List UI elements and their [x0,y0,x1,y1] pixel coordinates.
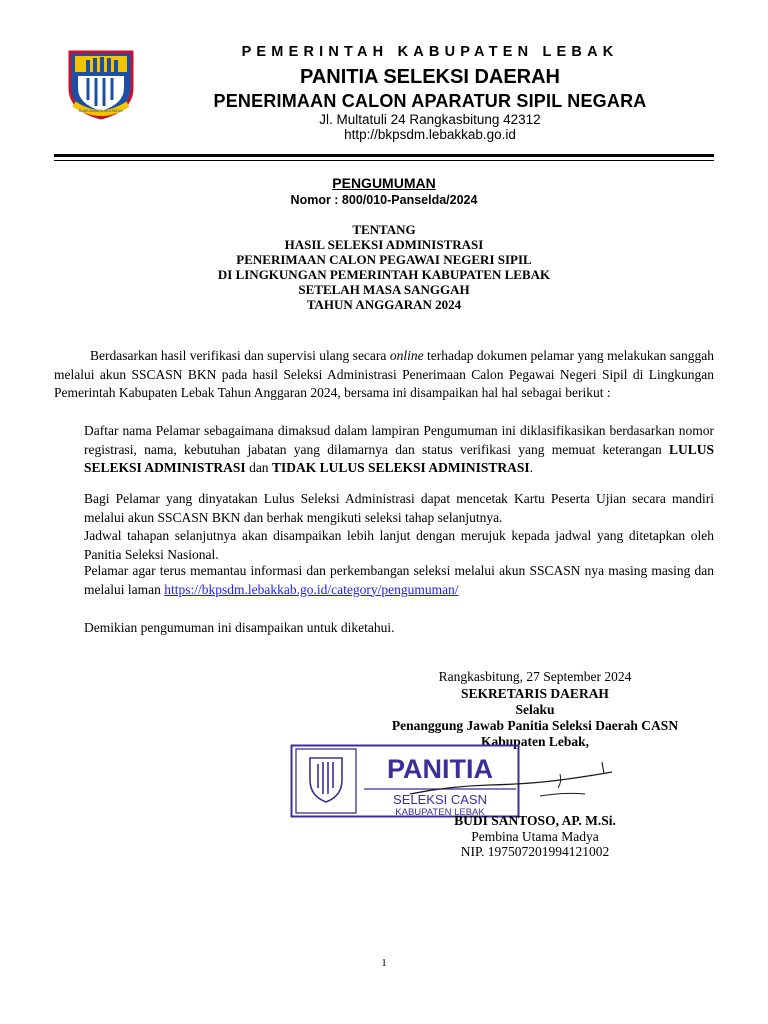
letterhead-address: Jl. Multatuli 24 Rangkasbitung 42312 [319,112,541,127]
logo-motto: BUMI JAWARA MULTATULI [78,109,124,113]
list-item-3: Jadwal tahapan selanjutnya akan disampaikan lebih lanjut dengan merujuk kepada jadwal yang ditetapkan oleh Panitia Seleksi Nasional. [84,528,714,562]
signer-nip: NIP. 197507201994121002 [460,844,610,859]
page-number: 1 [381,957,387,969]
signature-place-date: Rangkasbitung, 27 September 2024 [438,669,632,684]
subject-line-5: TAHUN ANGGARAN 2024 [306,297,462,312]
stamp-subtitle: SELEKSI CASN [393,792,487,807]
signer-rank: Pembina Utama Madya [471,829,599,844]
signer-name: BUDI SANTOSO, AP. M.Si. [454,813,616,828]
announcement-number: Nomor : 800/010-Panselda/2024 [290,193,478,207]
list-item-2: Bagi Pelamar yang dinyatakan Lulus Seleksi Administrasi dapat mencetak Kartu Peserta Ujian secara mandiri melalui akun SSCASN BKN dan berhak mengikuti seleksi tahap selanjutnya. [84,491,714,525]
closing-sentence: Demikian pengumuman ini disampaikan untuk diketahui. [84,620,395,635]
lebak-regency-logo [66,48,136,120]
subject-line-4: SETELAH MASA SANGGAH [298,282,470,297]
signature-position: SEKRETARIS DAERAH [461,686,609,701]
subject-line-tentang: TENTANG [352,222,416,237]
list-item-4: Pelamar agar terus memantau informasi dan perkembangan seleksi melalui akun SSCASN nya masing masing dan melalui laman https://bkpsdm.lebakkab.go.id/category/pengumuman/ [84,563,714,597]
subject-line-2: PENERIMAAN CALON PEGAWAI NEGERI SIPIL [236,252,532,267]
signature-selaku: Selaku [515,702,555,717]
announcement-link[interactable]: https://bkpsdm.lebakkab.go.id/category/pengumuman/ [164,581,459,597]
letterhead-recruitment: PENERIMAAN CALON APARATUR SIPIL NEGARA [213,91,647,111]
letterhead-rule-thin [54,160,714,161]
signature-role: Penanggung Jawab Panitia Seleksi Daerah CASN [391,718,679,733]
letterhead-rule-thick [54,154,714,157]
subject-line-1: HASIL SELEKSI ADMINISTRASI [284,237,484,252]
letterhead-website: http://bkpsdm.lebakkab.go.id [344,127,516,142]
letterhead-government: PEMERINTAH KABUPATEN LEBAK [241,44,619,60]
list-item-1: Daftar nama Pelamar sebagaimana dimaksud dalam lampiran Pengumuman ini diklasifikasikan berdasarkan nomor registrasi, nama, kebutuhan jabatan yang dilamarnya dan status verifikasi yang memuat keterangan LULUS SELEKSI ADMINISTRASI dan TIDAK LULUS SELEKSI ADMINISTRASI. [84,423,714,475]
subject-line-3: DI LINGKUNGAN PEMERINTAH KABUPATEN LEBAK [217,267,551,282]
stamp-title: PANITIA [387,754,493,784]
letterhead-committee: PANITIA SELEKSI DAERAH [299,66,561,88]
intro-paragraph: Berdasarkan hasil verifikasi dan supervisi ulang secara online terhadap dokumen pelamar yang melakukan sanggah melalui akun SSCASN BKN pada hasil Seleksi Administrasi Penerimaan Calon Pegawai Negeri Sipil di Lingkungan Pemerintah Kabupaten Lebak Tahun Anggaran 2024, bersama ini disampaikan hal hal sebagai berikut : [54,348,714,400]
announcement-title: PENGUMUMAN [332,175,436,191]
stamp-region: KABUPATEN LEBAK [395,807,485,818]
signature-region: Kabupaten Lebak, [480,734,590,749]
